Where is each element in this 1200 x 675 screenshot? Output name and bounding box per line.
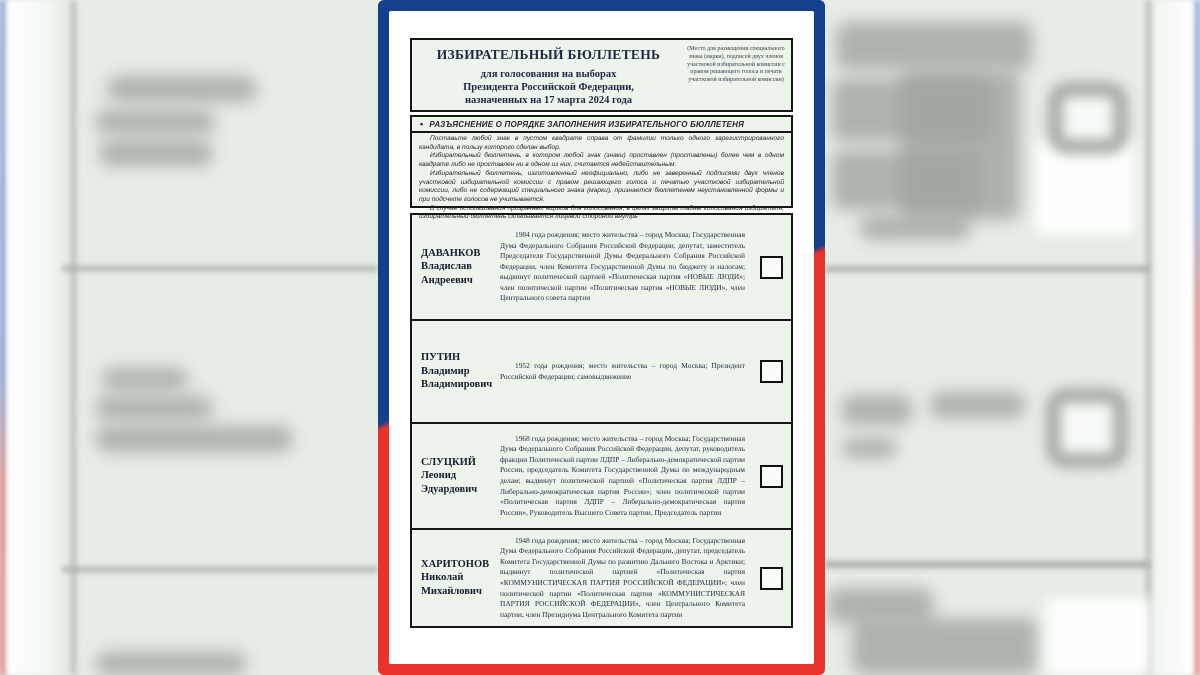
checkbox-column: [751, 256, 791, 279]
candidate-row-slutsky: [410, 422, 793, 530]
explanation-paragraph: Поставьте любой знак в пустом квадрате справа от фамилии только одного зарегистрированного кандидата, в пользу которого сделан выбор.: [419, 135, 784, 151]
candidate-row-putin: [410, 319, 793, 424]
candidate-surname: ДАВАНКОВ: [421, 247, 481, 259]
bg-text-blob: [832, 150, 982, 210]
candidate-patronymic: Владимирович: [421, 379, 493, 391]
bg-text-blob: [102, 368, 188, 390]
bg-checkbox-blob: [1048, 82, 1128, 154]
candidate-description: 1984 года рождения; место жительства – город Москва; Государственная Дума Федерального Собрания Российской Федерации, депутат, заместитель Председателя Государственной Думы Федерального Собрания Российской Федерации, член Комитета Государственной Думы по бюджету и налогам; выдвинут политической партией «Политическая партия «НОВЫЕ ЛЮДИ»; член политической партии «Политическая партия «НОВЫЕ ЛЮДИ», член Центрального совета партии: [500, 230, 745, 303]
candidate-name: [412, 558, 500, 599]
bg-left-border-line: [71, 0, 76, 675]
ballot-sheet: [410, 38, 793, 632]
bg-left-white-band: [6, 0, 64, 675]
candidate-first-name: Леонид: [421, 470, 457, 482]
candidate-name: [412, 456, 500, 497]
explanation-paragraph: Избирательный бюллетень, изготовленный неофициально, либо не заверенный подписями двух членов участковой избирательной комиссии с правом решающего голоса и печатью участковой избирательной комиссии, либо не содержащий специального знака (марки), признается бюллетенем неустановленной формы и при подсчете голосов не учитывается.: [419, 169, 784, 203]
candidate-description: 1968 года рождения; место жительства – город Москва; Государственная Дума Федерального Собрания Российской Федерации, депутат, руководитель фракции Политической партии ЛДПР – Либерально-демократической партии России, председатель Комитета Государственной Думы по международным делам; выдвинут политической партией «Политическая партия ЛДПР – Либерально-демократическая партия России»; член политической партии «Политическая партия ЛДПР – Либерально-демократическая партия России», Руководитель Высшего Совета партии, Председатель партии: [500, 433, 745, 517]
ballot-subtitle-line: для голосования на выборах: [480, 69, 617, 80]
bg-left-rule-1: [62, 266, 378, 271]
bg-text-blob: [930, 392, 1025, 418]
ballot-title-block: [412, 40, 685, 110]
bg-left-rule-2: [62, 567, 378, 572]
bg-text-blob: [100, 140, 212, 166]
bg-white-patch: [1035, 140, 1135, 235]
bg-text-blob: [96, 110, 214, 134]
bg-text-blob: [96, 396, 212, 420]
explanation-section: [410, 115, 793, 221]
explanation-body: [412, 133, 791, 225]
candidate-description: 1948 года рождения; место жительства – город Москва; Государственная Дума Федерального Собрания Российской Федерации, депутат, председатель Комитета Государственной Думы по развитию Дальнего Востока и Арктики; выдвинут политической партией «Политическая партия «КОММУНИСТИЧЕСКАЯ ПАРТИЯ РОССИЙСКОЙ ФЕДЕРАЦИИ»; член политической партии «Политическая партия «КОММУНИСТИЧЕСКАЯ ПАРТИЯ РОССИЙСКОЙ ФЕДЕРАЦИИ», член Центрального Комитета партии, член Президиума Центрального Комитета партии: [500, 535, 745, 619]
bg-text-blob: [842, 438, 897, 458]
explanation-paragraph: В случае использования прозрачных ящиков для голосования, в целях защиты тайны голосования избирателя, избирательный бюллетень складывается лицевой стороной внутрь: [419, 204, 784, 221]
candidate-name: [412, 247, 500, 288]
candidate-first-name: Владимир: [421, 365, 470, 377]
checkbox-column: [751, 567, 791, 590]
bg-white-patch: [1046, 598, 1151, 675]
explanation-heading-row: [412, 117, 791, 133]
candidate-checkbox[interactable]: [760, 567, 783, 590]
candidate-checkbox[interactable]: [760, 256, 783, 279]
candidate-patronymic: Эдуардович: [421, 483, 478, 495]
bg-checkbox-blob: [1046, 388, 1128, 468]
candidate-surname: ХАРИТОНОВ: [421, 558, 490, 570]
bg-text-blob: [96, 652, 246, 675]
candidate-surname: ПУТИН: [421, 352, 461, 364]
bg-right-rule-2: [824, 561, 1150, 568]
candidate-first-name: Николай: [421, 572, 464, 584]
candidate-row-davankov: [410, 213, 793, 321]
checkbox-column: [751, 465, 791, 488]
bg-text-blob: [836, 22, 1032, 70]
flag-color-frame: [378, 0, 825, 675]
frame-white-mat: [389, 11, 814, 664]
bg-text-blob: [852, 618, 1037, 675]
ballot-subtitle-line: Президента Российской Федерации,: [463, 82, 634, 94]
ballot-subtitle-line: назначенных на 17 марта 2024 года: [464, 95, 633, 107]
candidate-patronymic: Андреевич: [421, 274, 473, 286]
bg-text-blob: [842, 395, 912, 425]
candidate-row-kharitonov: [410, 528, 793, 628]
candidate-name: [412, 351, 500, 392]
ballot-title: ИЗБИРАТЕЛЬНЫЙ БЮЛЛЕТЕНЬ: [436, 47, 661, 62]
ballot-header: [410, 38, 793, 112]
candidate-surname: СЛУЦКИЙ: [421, 456, 476, 468]
candidate-first-name: Владислав: [421, 261, 472, 273]
bg-right-border-line: [1146, 0, 1151, 675]
checkbox-column: [751, 360, 791, 383]
bg-right-rule-1: [824, 266, 1150, 272]
bg-text-blob: [860, 215, 970, 240]
stamp-place-block: [685, 40, 791, 110]
bg-text-blob: [96, 426, 292, 452]
candidate-patronymic: Михайлович: [421, 585, 482, 597]
bullet-icon: •: [420, 119, 424, 129]
bg-text-blob: [108, 76, 256, 102]
bg-right-white-band: [1148, 0, 1194, 675]
candidate-description: 1952 года рождения; место жительства – город Москва; Президент Российской Федерации; самовыдвижение: [500, 360, 745, 381]
candidate-checkbox[interactable]: [760, 360, 783, 383]
stamp-place-note: (Место для размещения специального знака (марки), подписей двух членов участковой избирательной комиссии с правом решающего голоса и печати участковой избирательной комиссии): [687, 46, 785, 84]
explanation-paragraph: Избирательный бюллетень, в котором любой знак (знаки) проставлен (проставлены) более чем в одном квадрате либо не проставлен ни в одном из них, считается недействительным.: [419, 152, 784, 169]
explanation-heading: РАЗЪЯСНЕНИЕ О ПОРЯДКЕ ЗАПОЛНЕНИЯ ИЗБИРАТЕЛЬНОГО БЮЛЛЕТЕНЯ: [429, 120, 745, 129]
candidate-checkbox[interactable]: [760, 465, 783, 488]
